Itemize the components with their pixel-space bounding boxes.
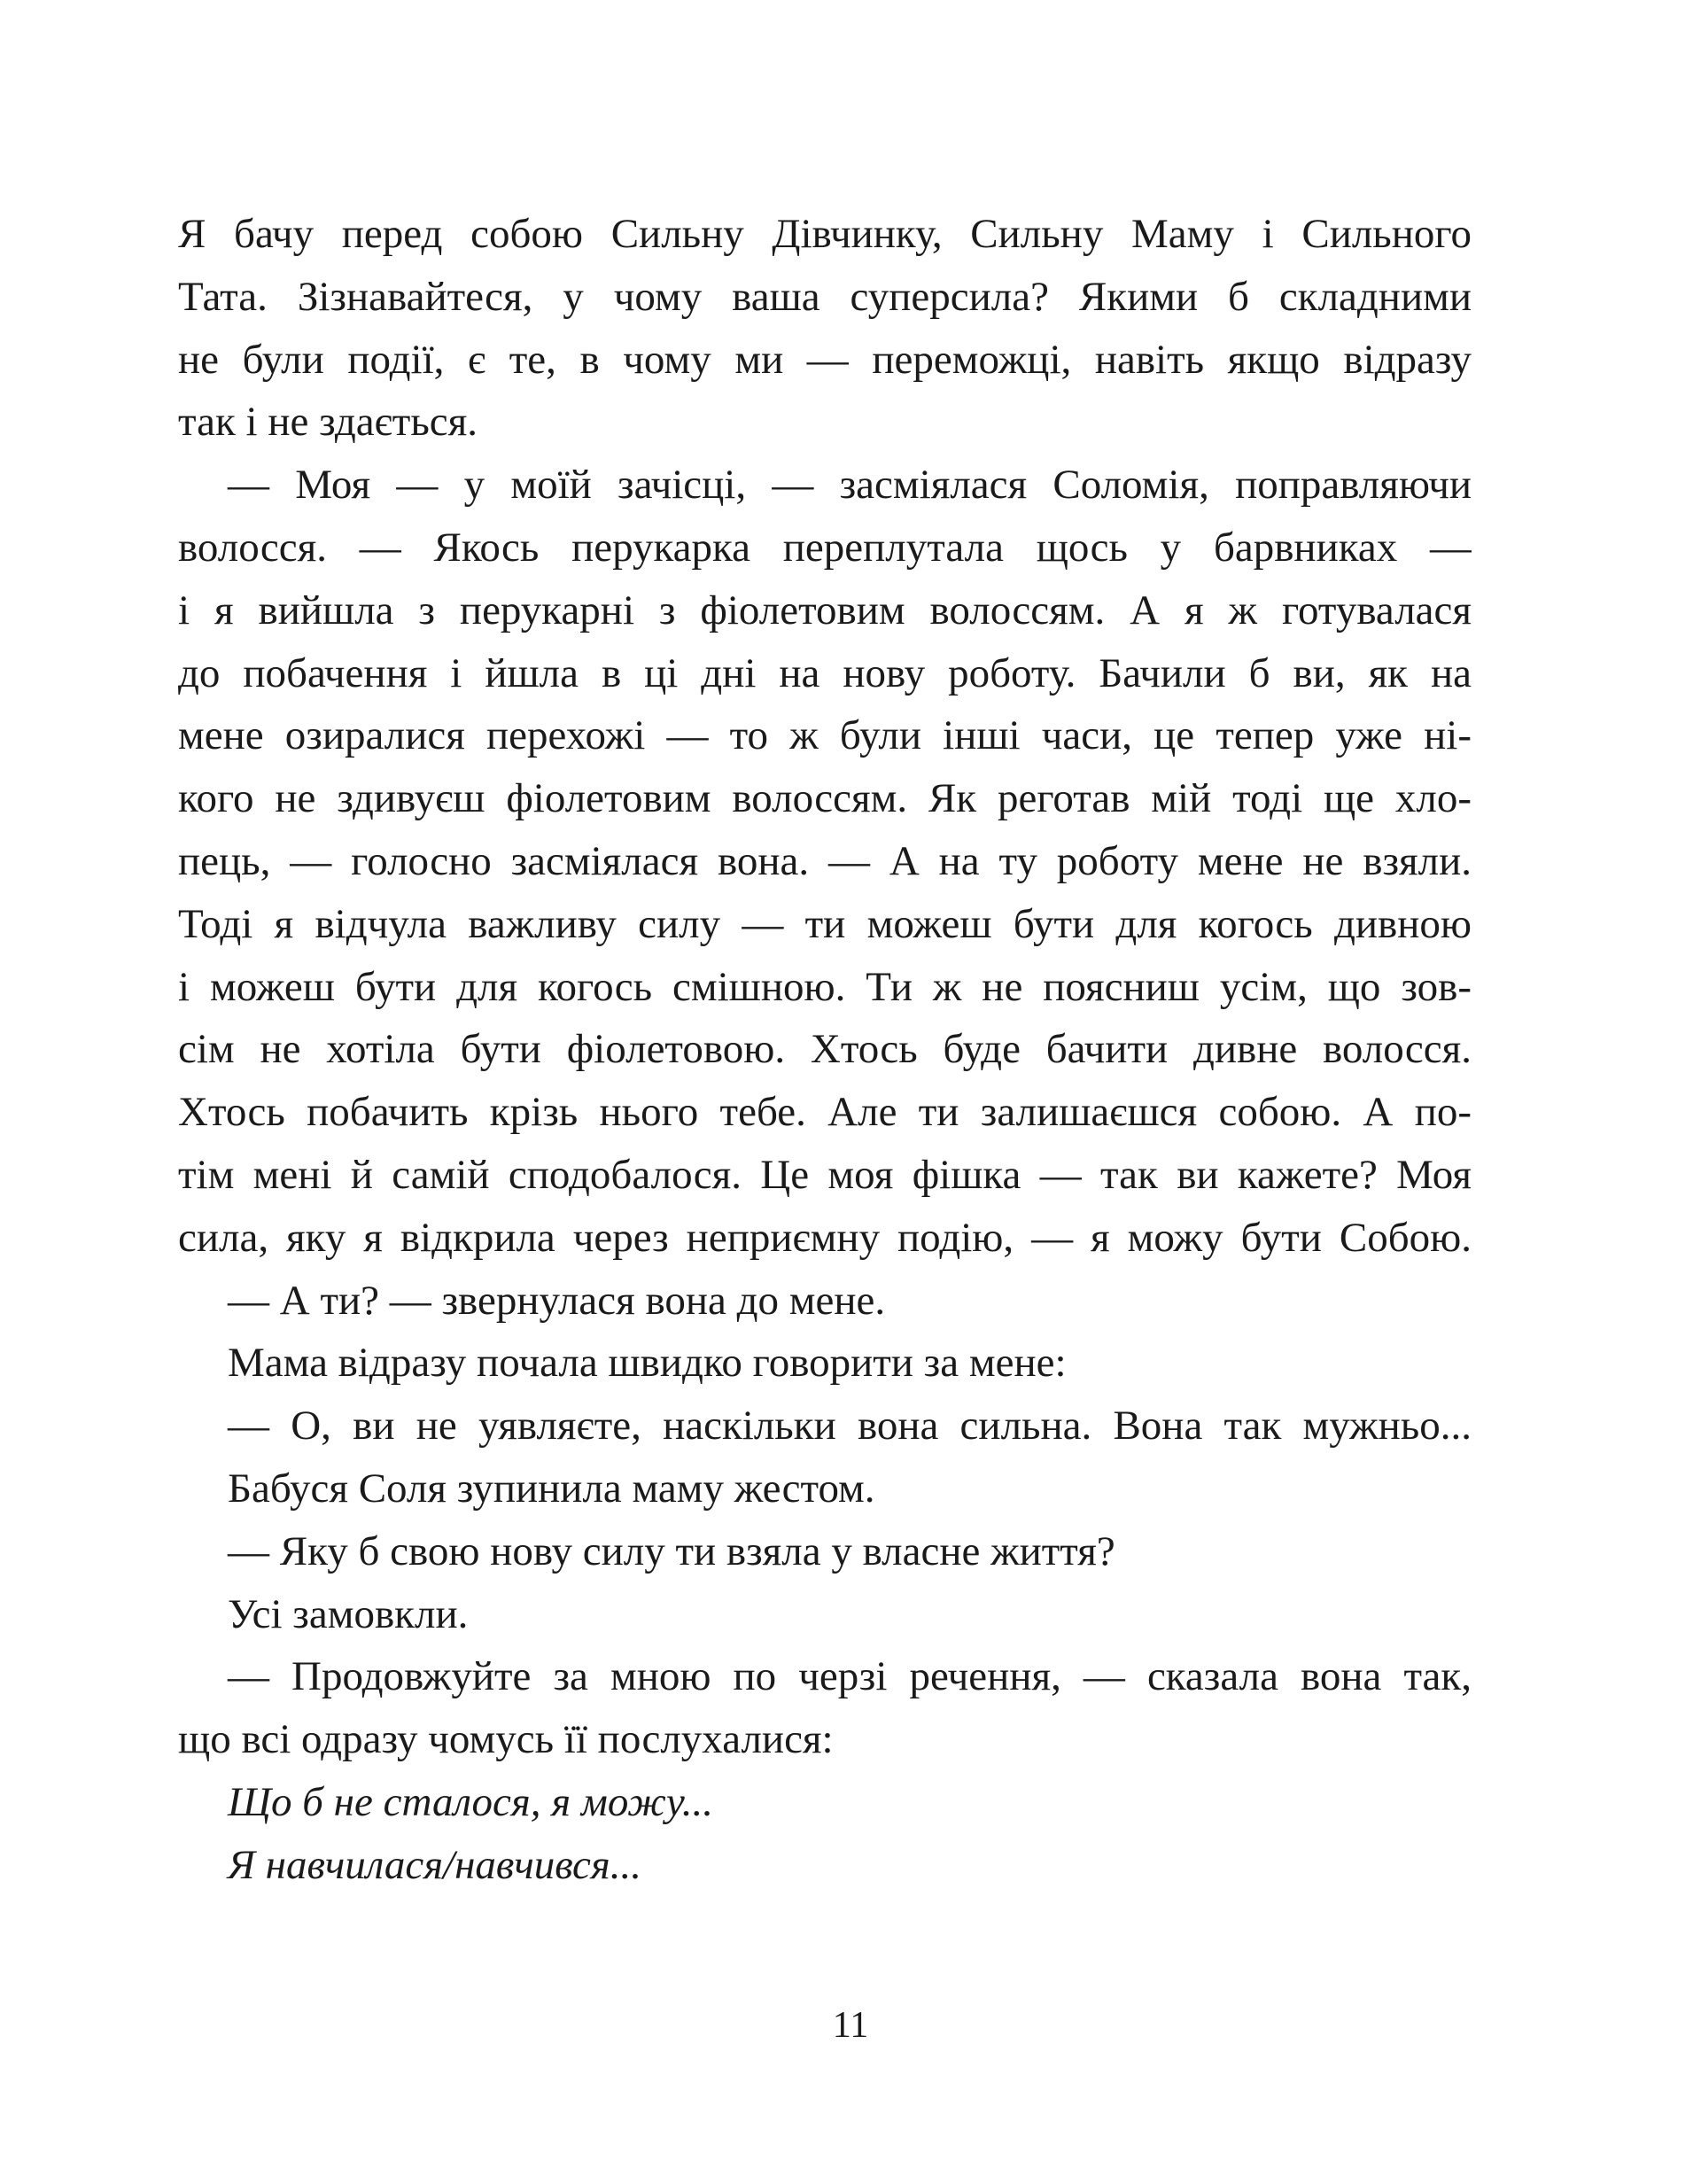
text-line: що всі одразу чомусь її послухалися: bbox=[178, 1716, 834, 1763]
body-text bbox=[178, 203, 1472, 1897]
text-line: Бабуся Соля зупинила маму жестом. bbox=[228, 1465, 875, 1512]
text-line: Тоді я відчула важливу силу — ти можеш бути для когось дивною bbox=[178, 900, 1472, 947]
text-line: кого не здивуєш фіолетовим волоссям. Як реготав мій тоді ще хло- bbox=[178, 775, 1472, 822]
text-line: — О, ви не уявляєте, наскільки вона сильна. Вона так мужньо... bbox=[228, 1403, 1472, 1450]
text-line: до побачення і йшла в ці дні на нову роботу. Бачили б ви, як на bbox=[178, 649, 1472, 696]
text-line: Мама відразу почала швидко говорити за мене: bbox=[228, 1340, 1067, 1387]
text-line: пець, — голосно засміялася вона. — А на ту роботу мене не взяли. bbox=[178, 837, 1472, 884]
text-line: волосся. — Якось перукарка переплутала щось у барвниках — bbox=[178, 524, 1472, 571]
text-line: і я вийшла з перукарні з фіолетовим волоссям. А я ж готувалася bbox=[178, 587, 1472, 633]
text-line: Усі замовкли. bbox=[228, 1590, 469, 1637]
text-line: так і не здається. bbox=[178, 399, 478, 446]
text-line: сила, яку я відкрила через неприємну подію, — я можу бути Собою. bbox=[178, 1214, 1472, 1261]
text-line: — А ти? — звернулася вона до мене. bbox=[228, 1277, 886, 1324]
text-line: Я бачу перед собою Сильну Дівчинку, Сильну Маму і Сильного bbox=[178, 211, 1472, 257]
text-line: тім мені й самій сподобалося. Це моя фішка — так ви кажете? Моя bbox=[178, 1151, 1472, 1198]
text-line: — Продовжуйте за мною по черзі речення, — сказала вона так, bbox=[228, 1653, 1472, 1700]
text-line: Що б не сталося, я можу... bbox=[228, 1778, 714, 1825]
text-line: і можеш бути для когось смішною. Ти ж не поясниш усім, що зов- bbox=[178, 963, 1472, 1010]
page-number: 11 bbox=[832, 2005, 869, 2046]
text-line: — Яку б свою нову силу ти взяла у власне життя? bbox=[228, 1527, 1115, 1574]
text-line: сім не хотіла бути фіолетовою. Хтось буде бачити дивне волосся. bbox=[178, 1026, 1472, 1073]
text-line: — Моя — у моїй зачісці, — засміялася Соломія, поправляючи bbox=[228, 462, 1472, 509]
text-line: Хтось побачить крізь нього тебе. Але ти залишаєшся собою. А по- bbox=[178, 1089, 1472, 1136]
text-line: Тата. Зізнавайтеся, у чому ваша суперсила? Якими б складними bbox=[178, 273, 1472, 320]
text-line: Я навчилася/навчився... bbox=[228, 1841, 641, 1888]
text-line: не були події, є те, в чому ми — переможці, навіть якщо відразу bbox=[178, 336, 1472, 383]
text-line: мене озиралися перехожі — то ж були інші часи, це тепер уже ні- bbox=[178, 712, 1472, 759]
